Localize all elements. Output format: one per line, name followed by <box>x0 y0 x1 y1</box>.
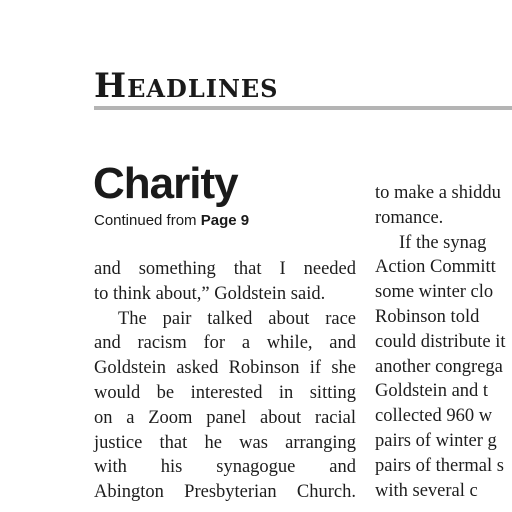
body-text-line: The pair talked about race <box>118 308 356 329</box>
body-text-line: romance. <box>375 207 444 228</box>
header-rule <box>94 106 512 110</box>
body-text-line: collected 960 w <box>375 406 493 427</box>
article-column-right <box>375 181 512 503</box>
body-text-line: Abington Presbyterian Church. <box>94 482 356 503</box>
body-text-line: Goldstein and t <box>375 381 489 402</box>
body-text-line: Action Committ <box>375 257 496 278</box>
body-text-line: pairs of winter g <box>375 430 497 451</box>
body-text-line: to think about,” Goldstein said. <box>94 283 326 304</box>
body-text-line: could distribute it <box>375 331 506 352</box>
body-text-line: with his synagogue and <box>94 457 356 478</box>
continued-from-line <box>94 211 249 231</box>
body-text-line: on a Zoom panel about racial <box>94 407 356 428</box>
body-text-line: pairs of thermal s <box>375 455 504 476</box>
body-text-line: to make a shiddu <box>375 183 501 203</box>
continued-page-reference: Page 9 <box>200 212 250 229</box>
body-text-line: justice that he was arranging <box>94 432 356 453</box>
body-text-line: another congrega <box>375 356 503 377</box>
body-text-line: Goldstein asked Robinson if she <box>94 358 356 379</box>
article-column-left <box>94 257 356 505</box>
section-header: Headlines <box>94 66 279 106</box>
continued-prefix: Continued from <box>94 212 201 229</box>
body-text-line: Robinson told <box>375 306 480 327</box>
article-title: Charity <box>93 159 238 208</box>
body-text-line: and something that I needed <box>94 259 356 279</box>
body-text-line: If the synag <box>399 232 487 253</box>
body-text-line: some winter clo <box>375 282 494 303</box>
body-text-line: and racism for a while, and <box>94 333 356 354</box>
body-text-line: would be interested in sitting <box>94 382 356 403</box>
body-text-line: with several c <box>375 480 478 501</box>
